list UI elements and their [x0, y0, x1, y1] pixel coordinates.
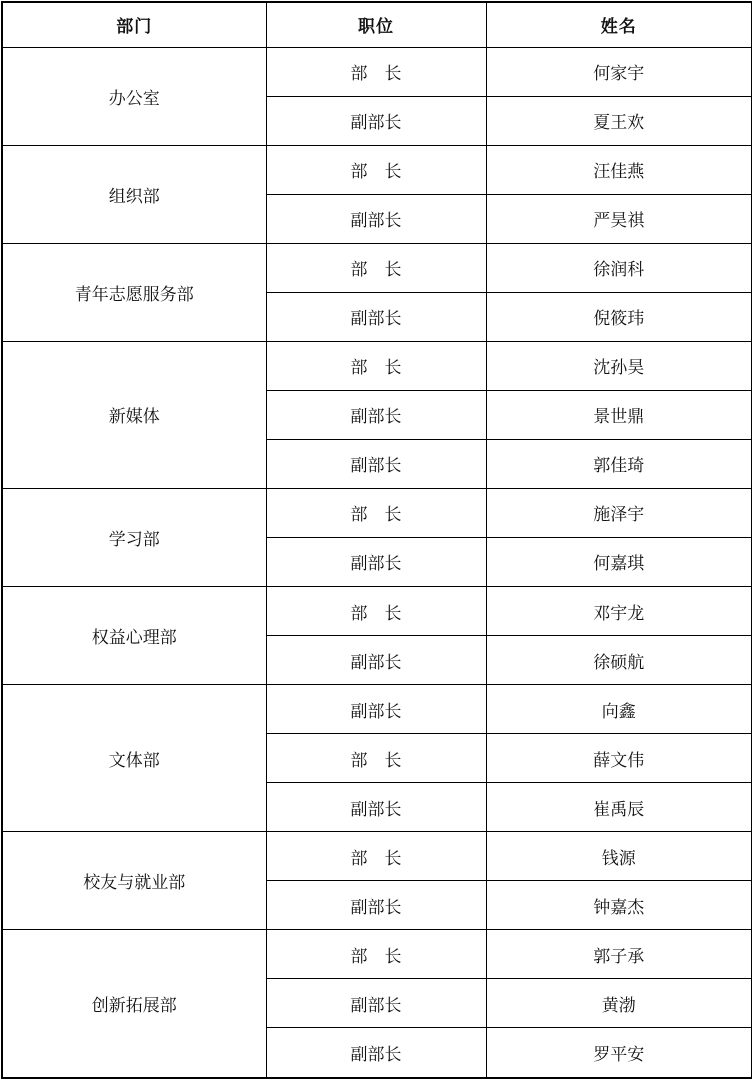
- name-cell: 徐硕航: [486, 636, 752, 685]
- position-cell: 副部长: [266, 1028, 486, 1078]
- position-cell: 部 长: [266, 145, 486, 194]
- name-cell: 倪筱玮: [486, 292, 752, 341]
- position-cell: 副部长: [266, 881, 486, 930]
- name-cell: 景世鼎: [486, 390, 752, 439]
- name-cell: 夏王欢: [486, 96, 752, 145]
- table-row: [2, 930, 752, 979]
- name-cell: 黄渤: [486, 979, 752, 1028]
- department-cell: 青年志愿服务部: [2, 243, 266, 341]
- name-cell: 严昊祺: [486, 194, 752, 243]
- table-row: [2, 832, 752, 881]
- department-cell: 办公室: [2, 47, 266, 145]
- name-cell: 沈孙昊: [486, 341, 752, 390]
- name-cell: 邓宇龙: [486, 587, 752, 636]
- name-cell: 薛文伟: [486, 734, 752, 783]
- position-cell: 副部长: [266, 390, 486, 439]
- table-row: [2, 488, 752, 537]
- position-cell: 部 长: [266, 930, 486, 979]
- department-cell: 权益心理部: [2, 587, 266, 685]
- position-cell: 部 长: [266, 587, 486, 636]
- position-cell: 副部长: [266, 636, 486, 685]
- position-cell: 部 长: [266, 734, 486, 783]
- position-cell: 副部长: [266, 537, 486, 586]
- name-cell: 向鑫: [486, 685, 752, 734]
- position-cell: 副部长: [266, 979, 486, 1028]
- table-header-row: [2, 2, 752, 47]
- name-cell: 崔禹辰: [486, 783, 752, 832]
- table-row: [2, 341, 752, 390]
- table-row: [2, 243, 752, 292]
- position-cell: 副部长: [266, 96, 486, 145]
- department-cell: 新媒体: [2, 341, 266, 488]
- name-cell: 汪佳燕: [486, 145, 752, 194]
- name-cell: 郭佳琦: [486, 439, 752, 488]
- position-cell: 部 长: [266, 47, 486, 96]
- position-cell: 副部长: [266, 783, 486, 832]
- position-cell: 副部长: [266, 439, 486, 488]
- name-cell: 钟嘉杰: [486, 881, 752, 930]
- table-row: [2, 47, 752, 96]
- name-cell: 徐润科: [486, 243, 752, 292]
- header-position: 职位: [266, 2, 486, 47]
- name-cell: 施泽宇: [486, 488, 752, 537]
- name-cell: 郭子承: [486, 930, 752, 979]
- table-row: [2, 145, 752, 194]
- department-cell: 组织部: [2, 145, 266, 243]
- department-cell: 文体部: [2, 685, 266, 832]
- org-structure-table: [1, 1, 752, 1079]
- table-row: [2, 587, 752, 636]
- name-cell: 何家宇: [486, 47, 752, 96]
- header-name: 姓名: [486, 2, 752, 47]
- table-row: [2, 685, 752, 734]
- name-cell: 罗平安: [486, 1028, 752, 1078]
- department-cell: 创新拓展部: [2, 930, 266, 1078]
- name-cell: 钱源: [486, 832, 752, 881]
- header-department: 部门: [2, 2, 266, 47]
- position-cell: 副部长: [266, 194, 486, 243]
- position-cell: 部 长: [266, 488, 486, 537]
- position-cell: 部 长: [266, 341, 486, 390]
- department-cell: 学习部: [2, 488, 266, 586]
- position-cell: 部 长: [266, 832, 486, 881]
- position-cell: 副部长: [266, 292, 486, 341]
- name-cell: 何嘉琪: [486, 537, 752, 586]
- position-cell: 副部长: [266, 685, 486, 734]
- department-cell: 校友与就业部: [2, 832, 266, 930]
- position-cell: 部 长: [266, 243, 486, 292]
